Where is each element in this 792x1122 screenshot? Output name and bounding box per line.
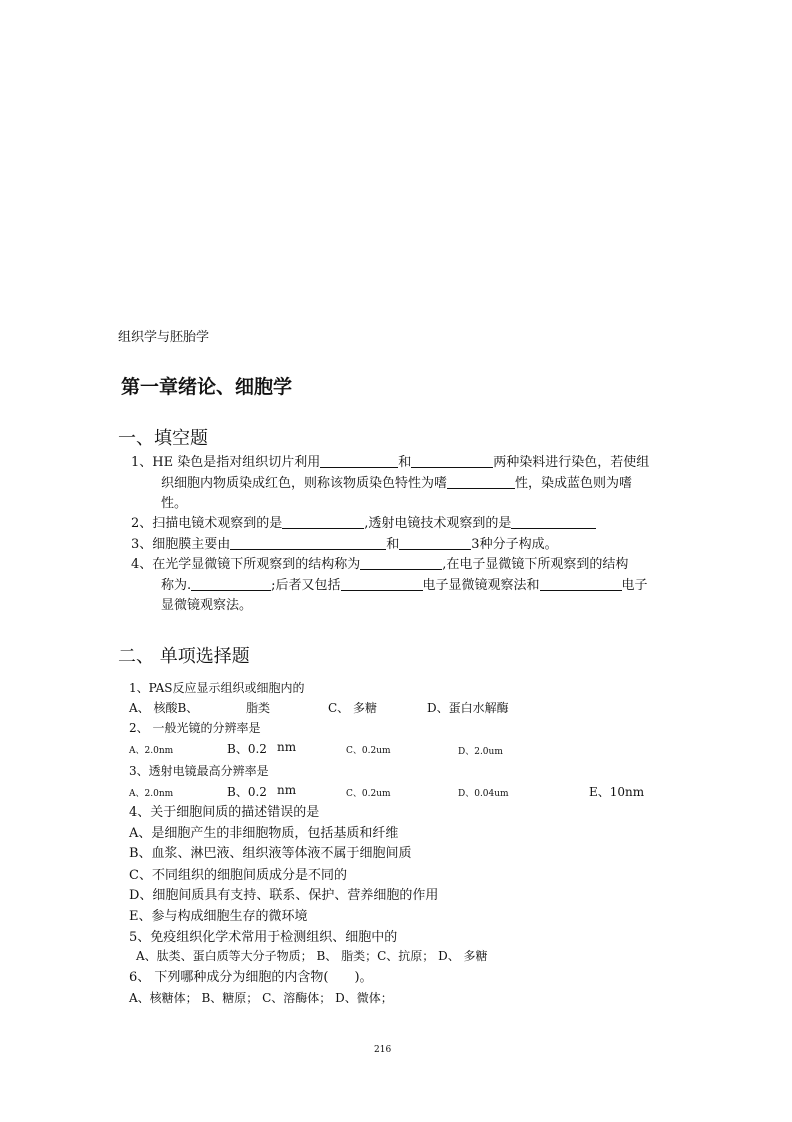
mc-q5-stem: 5、免疫组织化学术常用于检测组织、细胞中的 (129, 930, 398, 945)
fill-q4-line2 (161, 574, 648, 593)
mc-q2-stem: 2、 一般光镜的分辨率是 (129, 721, 261, 735)
mc-q4-option-e: E、参与构成细胞生存的微环境 (129, 909, 308, 924)
fill-q2 (131, 512, 596, 531)
fill-q1-text-l2a: 织细胞内物质染成红色，则称该物质染色特性为嗜 (161, 476, 448, 491)
fill-q3 (131, 533, 558, 552)
mc-q1-option-b: 脂类 (246, 701, 271, 715)
mc-q6-options: A、核糖体； B、糖原； C、溶酶体； D、微体； (129, 991, 393, 1005)
fill-q1-text-a: 1、HE 染色是指对组织切片利用 (131, 455, 321, 470)
mc-q2-option-b: B、0.2 (227, 742, 267, 756)
mc-q3-option-d: D、0.04um (458, 789, 509, 799)
mc-q3-stem: 3、透射电镜最高分辨率是 (129, 764, 269, 778)
fill-q4-text-a: 4、在光学显微镜下所观察到的结构称为 (131, 557, 361, 572)
mc-q4-option-a: A、是细胞产生的非细胞物质，包括基质和纤维 (129, 826, 399, 841)
mc-q3-option-b: B、0.2 (227, 785, 267, 799)
fill-q3-text-b: 和 (386, 537, 400, 552)
mc-q1-option-c: C、 多糖 (328, 701, 377, 715)
fill-blank[interactable] (282, 515, 364, 529)
mc-q2-option-c: C、0.2um (346, 746, 391, 756)
mc-q5-options: A、肽类、蛋白质等大分子物质； B、 脂类；C、抗原； D、 多糖 (136, 949, 488, 963)
fill-blank[interactable] (191, 577, 271, 591)
fill-blank[interactable] (320, 454, 398, 468)
mc-q2-option-a: A、2.0nm (129, 746, 174, 756)
fill-blank[interactable] (540, 577, 622, 591)
mc-q2-option-d: D、2.0um (458, 747, 503, 757)
fill-q4-text-l2a: 称为. (161, 578, 192, 593)
fill-q1-text-l2b: 性，染成蓝色则为嗜 (515, 476, 633, 491)
fill-blank[interactable] (341, 577, 423, 591)
fill-q4-text-l2d: 电子 (621, 578, 648, 593)
mc-q2-option-b-unit: nm (277, 740, 297, 754)
fill-q1-line2 (161, 472, 632, 491)
fill-q1-line1 (131, 451, 649, 470)
fill-q1-text-c: 两种染料进行染色，若使组 (493, 455, 650, 470)
fill-blank[interactable] (360, 556, 442, 570)
mc-q3-option-b-unit: nm (277, 783, 297, 797)
fill-blank[interactable] (447, 475, 515, 489)
mc-q3-option-a: A、2.0nm (129, 789, 174, 799)
fill-blank[interactable] (411, 454, 493, 468)
mc-q6-stem: 6、 下列哪种成分为细胞的内含物( )。 (129, 970, 373, 985)
mc-q1-option-a: A、 核酸B、 (129, 701, 199, 715)
fill-q3-text-c: 3种分子构成。 (471, 537, 558, 552)
fill-q4-line3: 显微镜观察法。 (161, 598, 253, 613)
fill-q2-text-a: 2、扫描电镜术观察到的是 (131, 516, 283, 531)
mc-q4-option-c: C、不同组织的细胞间质成分是不同的 (129, 868, 347, 883)
mc-q1-option-d: D、蛋白水解酶 (427, 701, 509, 715)
mc-q1-stem: 1、PAS反应显示组织或细胞内的 (129, 681, 305, 695)
fill-q4-text-l2c: 电子显微镜观察法和 (422, 578, 540, 593)
fill-q4-text-b: ,在电子显微镜下所观察到的结构 (442, 557, 629, 572)
mc-q4-stem: 4、关于细胞间质的描述错误的是 (129, 805, 320, 820)
fill-q4-line1 (131, 553, 628, 572)
fill-q3-text-a: 3、细胞膜主要由 (131, 537, 231, 552)
section1-title: 一、填空题 (118, 428, 208, 449)
mc-q4-option-b: B、血浆、淋巴液、组织液等体液不属于细胞间质 (129, 846, 412, 861)
mc-q3-option-e: E、10nm (589, 785, 645, 799)
fill-q4-text-l2b: ;后者又包括 (271, 578, 341, 593)
fill-blank[interactable] (230, 536, 386, 550)
fill-blank[interactable] (399, 536, 471, 550)
chapter-title: 第一章绪论、细胞学 (121, 376, 293, 398)
course-title: 组织学与胚胎学 (118, 330, 210, 345)
section2-title: 二、 单项选择题 (118, 646, 250, 667)
mc-q3-option-c: C、0.2um (346, 789, 391, 799)
fill-q1-line3: 性。 (161, 496, 188, 511)
fill-q1-text-b: 和 (398, 455, 412, 470)
page-number: 216 (374, 1045, 392, 1055)
mc-q4-option-d: D、细胞间质具有支持、联系、保护、营养细胞的作用 (129, 888, 439, 903)
fill-q2-text-b: ,透射电镜技术观察到的是 (364, 516, 512, 531)
fill-blank[interactable] (511, 515, 596, 529)
